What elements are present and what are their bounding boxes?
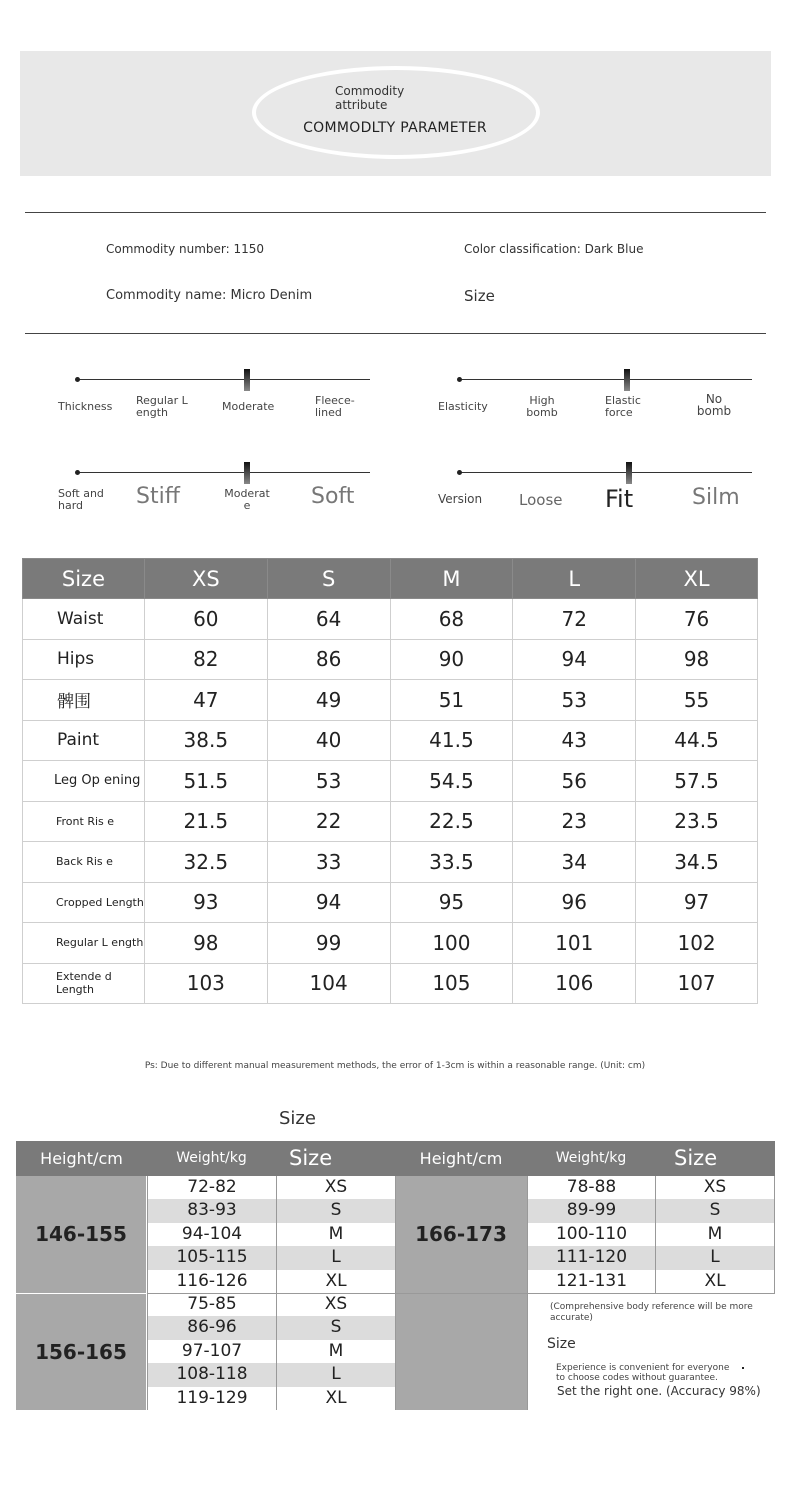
weight-cell: 72-82 <box>148 1176 276 1199</box>
table-cell: 99 <box>267 923 390 964</box>
table-cell: 95 <box>390 882 513 923</box>
size-table <box>22 558 758 1004</box>
slider-dot <box>457 377 462 382</box>
table-row <box>23 963 758 1004</box>
slider-knob <box>624 369 630 391</box>
table-cell: 21.5 <box>144 801 267 842</box>
size-cell: M <box>277 1223 395 1246</box>
reference-info-box <box>527 1293 775 1410</box>
table-cell: 51 <box>390 680 513 721</box>
header-weight: Weight/kg <box>527 1141 655 1176</box>
table-cell: 106 <box>513 963 636 1004</box>
size-cell: XS <box>277 1176 395 1199</box>
slider-option: Moderate <box>222 400 275 413</box>
table-cell: 72 <box>513 599 636 640</box>
slider-option: Moderat e <box>224 487 270 512</box>
header-cell: Size <box>23 559 145 599</box>
weight-cell: 108-118 <box>148 1363 276 1386</box>
row-label: Waist <box>23 599 145 640</box>
table-cell: 64 <box>267 599 390 640</box>
table-cell: 33 <box>267 842 390 883</box>
table-cell: 94 <box>513 639 636 680</box>
header-height: Height/cm <box>395 1141 527 1176</box>
slider-option: Fleece-lined <box>315 394 355 419</box>
slider-option: High bomb <box>526 394 558 419</box>
table-cell: 100 <box>390 923 513 964</box>
color-classification: Color classification: Dark Blue <box>464 242 644 256</box>
table-cell: 51.5 <box>144 761 267 802</box>
table-cell: 76 <box>636 599 758 640</box>
table-cell: 34.5 <box>636 842 758 883</box>
slider-label: Elasticity <box>438 400 488 413</box>
banner-ellipse <box>252 66 540 159</box>
weight-cell: 100-110 <box>528 1223 655 1246</box>
grid-line <box>527 1176 528 1293</box>
slider-option: No bomb <box>696 392 732 418</box>
table-row <box>23 720 758 761</box>
height-group: 156-165 <box>16 1293 147 1410</box>
slider-option: Stiff <box>136 484 180 509</box>
table-cell: 53 <box>267 761 390 802</box>
header-size: Size <box>276 1141 395 1176</box>
table-cell: 56 <box>513 761 636 802</box>
table-cell: 97 <box>636 882 758 923</box>
table-cell: 107 <box>636 963 758 1004</box>
weight-cell: 121-131 <box>528 1270 655 1293</box>
header-size: Size <box>655 1141 775 1176</box>
header-height: Height/cm <box>16 1141 147 1176</box>
table-cell: 33.5 <box>390 842 513 883</box>
empty-grey-cell <box>395 1293 527 1410</box>
size-reference-table <box>16 1141 775 1410</box>
slider-option: Elastic force <box>605 394 641 419</box>
slider-dot <box>75 470 80 475</box>
table-cell: 22 <box>267 801 390 842</box>
table-cell: 47 <box>144 680 267 721</box>
slider-track <box>459 379 752 380</box>
slider-track <box>459 472 752 473</box>
height-group: 166-173 <box>395 1176 527 1293</box>
table-cell: 40 <box>267 720 390 761</box>
header-cell: XL <box>636 559 758 599</box>
weight-cell: 97-107 <box>148 1340 276 1363</box>
slider-option: Regular L ength <box>136 394 188 419</box>
table-cell: 32.5 <box>144 842 267 883</box>
table-cell: 94 <box>267 882 390 923</box>
weight-cell: 116-126 <box>148 1270 276 1293</box>
banner-subtitle: Commodity attribute <box>335 84 405 112</box>
table-cell: 22.5 <box>390 801 513 842</box>
table-cell: 98 <box>144 923 267 964</box>
size-cell: XL <box>277 1387 395 1410</box>
slider-label: Thickness <box>58 400 113 413</box>
slider-option: Silm <box>692 485 740 510</box>
size-table-header <box>23 559 758 599</box>
slider-option: Fit <box>605 485 634 513</box>
slider-track <box>77 379 370 380</box>
row-label: Cropped Length <box>23 882 145 923</box>
height-group: 146-155 <box>16 1176 147 1293</box>
size-cell: S <box>277 1316 395 1339</box>
header-weight: Weight/kg <box>147 1141 276 1176</box>
slider-label: Soft and hard <box>58 487 104 512</box>
weight-cell: 111-120 <box>528 1246 655 1269</box>
header-cell: XS <box>144 559 267 599</box>
info-title: Size <box>547 1336 576 1352</box>
table-cell: 103 <box>144 963 267 1004</box>
table-cell: 86 <box>267 639 390 680</box>
slider-knob <box>244 462 250 484</box>
info-line-2: Experience is convenient for everyone to choose codes without guarantee. <box>556 1363 730 1383</box>
table-row <box>23 761 758 802</box>
slider-option: Soft <box>311 484 355 509</box>
table-row <box>23 923 758 964</box>
table-cell: 41.5 <box>390 720 513 761</box>
weight-cell: 83-93 <box>148 1199 276 1222</box>
size-label: Size <box>464 287 495 305</box>
grid-line <box>655 1176 656 1293</box>
size-cell: XL <box>277 1270 395 1293</box>
slider-dot <box>75 377 80 382</box>
dot-mark <box>742 1367 744 1369</box>
row-label: Hips <box>23 639 145 680</box>
table-cell: 60 <box>144 599 267 640</box>
slider-knob <box>244 369 250 391</box>
info-line-1: (Comprehensive body reference will be more accurate) <box>550 1302 753 1323</box>
table-cell: 23.5 <box>636 801 758 842</box>
table-cell: 98 <box>636 639 758 680</box>
table-row <box>23 882 758 923</box>
table-cell: 105 <box>390 963 513 1004</box>
table-cell: 104 <box>267 963 390 1004</box>
row-label: Leg Op ening <box>23 761 145 802</box>
divider-top <box>25 212 766 213</box>
table-row <box>23 680 758 721</box>
weight-cell: 78-88 <box>528 1176 655 1199</box>
row-label: Front Ris e <box>23 801 145 842</box>
size-cell: S <box>277 1199 395 1222</box>
weight-cell: 119-129 <box>148 1387 276 1410</box>
size-cell: XS <box>656 1176 774 1199</box>
reference-title: Size <box>279 1108 316 1129</box>
size-cell: L <box>277 1363 395 1386</box>
slider-knob <box>626 462 632 484</box>
table-cell: 53 <box>513 680 636 721</box>
weight-cell: 86-96 <box>148 1316 276 1339</box>
table-cell: 54.5 <box>390 761 513 802</box>
table-cell: 90 <box>390 639 513 680</box>
weight-cell: 105-115 <box>148 1246 276 1269</box>
size-cell: M <box>277 1340 395 1363</box>
slider-option: Loose <box>519 491 563 509</box>
weight-cell: 94-104 <box>148 1223 276 1246</box>
size-cell: L <box>656 1246 774 1269</box>
table-cell: 101 <box>513 923 636 964</box>
slider-label: Version <box>438 492 483 506</box>
row-label: Extende d Length <box>23 963 145 1004</box>
weight-cell: 75-85 <box>148 1293 276 1316</box>
table-row <box>23 639 758 680</box>
row-label: Paint <box>23 720 145 761</box>
commodity-name: Commodity name: Micro Denim <box>106 288 313 303</box>
slider-track <box>77 472 370 473</box>
info-line-3: Set the right one. (Accuracy 98%) <box>557 1384 761 1398</box>
table-cell: 55 <box>636 680 758 721</box>
divider-middle <box>25 333 766 334</box>
size-cell: S <box>656 1199 774 1222</box>
table-cell: 96 <box>513 882 636 923</box>
table-row <box>23 599 758 640</box>
table-cell: 49 <box>267 680 390 721</box>
header-cell: L <box>513 559 636 599</box>
size-cell: XL <box>656 1270 774 1293</box>
table-cell: 102 <box>636 923 758 964</box>
size-cell: M <box>656 1223 774 1246</box>
header-cell: S <box>267 559 390 599</box>
table-cell: 44.5 <box>636 720 758 761</box>
table-cell: 34 <box>513 842 636 883</box>
table-cell: 38.5 <box>144 720 267 761</box>
table-row <box>23 801 758 842</box>
commodity-number: Commodity number: 1150 <box>106 242 265 256</box>
grid-line <box>147 1293 775 1294</box>
table-cell: 68 <box>390 599 513 640</box>
row-label: Regular L ength <box>23 923 145 964</box>
row-label: 髀围 <box>23 680 145 721</box>
table-row <box>23 842 758 883</box>
table-cell: 23 <box>513 801 636 842</box>
banner-title: COMMODLTY PARAMETER <box>303 120 487 136</box>
table-cell: 57.5 <box>636 761 758 802</box>
row-label: Back Ris e <box>23 842 145 883</box>
size-cell: L <box>277 1246 395 1269</box>
table-cell: 43 <box>513 720 636 761</box>
table-cell: 93 <box>144 882 267 923</box>
size-cell: XS <box>277 1293 395 1316</box>
table-cell: 82 <box>144 639 267 680</box>
weight-cell: 89-99 <box>528 1199 655 1222</box>
measurement-note: Ps: Due to different manual measurement methods, the error of 1-3cm is within a reasonable range. (Unit: cm) <box>144 1061 646 1071</box>
header-cell: M <box>390 559 513 599</box>
slider-dot <box>457 470 462 475</box>
